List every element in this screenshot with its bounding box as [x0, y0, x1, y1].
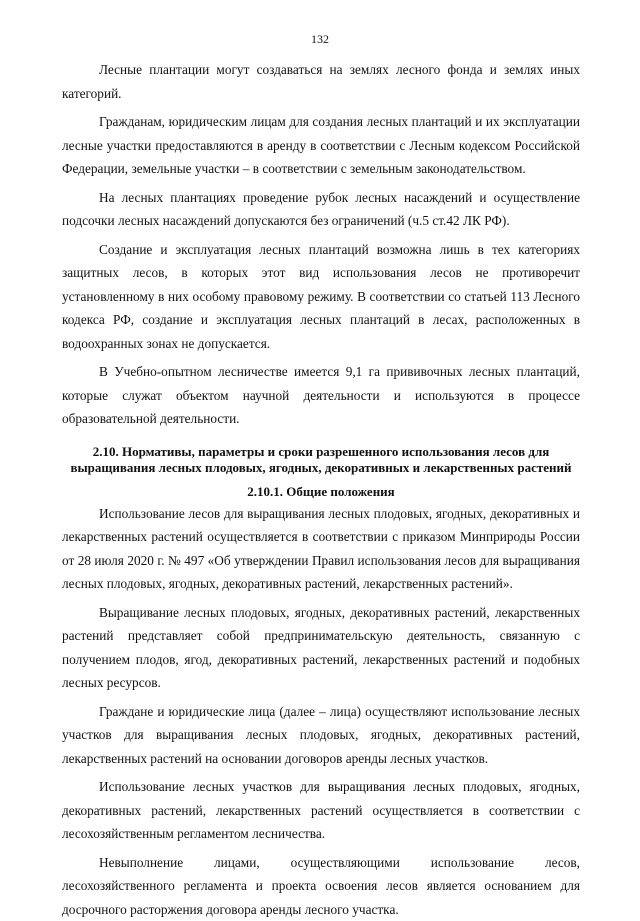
- section-heading: 2.10. Нормативы, параметры и сроки разрешенного использования лесов для выращивания лесных плодовых, ягодных, декоративных и лекарственных растений: [62, 444, 580, 476]
- paragraph-regulation-compliance: Использование лесных участков для выращивания лесных плодовых, ягодных, декоративных растений, лекарственных растений осуществляется в соответствии с лесохозяйственным регламентом лесничества.: [62, 775, 580, 846]
- paragraph-lease-basis: Граждане и юридические лица (далее – лица) осуществляют использование лесных участков для выращивания лесных плодовых, ягодных, декоративных растений, лекарственных растений на основании договоров аренды лесных участков.: [62, 700, 580, 771]
- paragraph-protective-forests: Создание и эксплуатация лесных плантаций возможна лишь в тех категориях защитных лесов, в которых этот вид использования лесов не противоречит установленному в них особому правовому режиму. В соответствии со статьей 113 Лесного кодекса РФ, создание и эксплуатация лесных плантаций в лесах, расположенных в водоохранных зонах не допускается.: [62, 238, 580, 356]
- paragraph-plantation-felling: На лесных плантациях проведение рубок лесных насаждений и осуществление подсочки лесных насаждений допускаются без ограничений (ч.5 ст.42 ЛК РФ).: [62, 186, 580, 233]
- page-number: 132: [0, 32, 640, 46]
- paragraph-plantation-lease: Гражданам, юридическим лицам для создания лесных плантаций и их эксплуатации лесные участки предоставляются в аренду в соответствии с Лесным кодексом Российской Федерации, земельные участки – в соответствии с земельным законодательством.: [62, 110, 580, 181]
- paragraph-plantation-lands: Лесные плантации могут создаваться на землях лесного фонда и землях иных категорий.: [62, 58, 580, 105]
- paragraph-forestry-plantations: В Учебно-опытном лесничестве имеется 9,1 га прививочных лесных плантаций, которые служат объектом научной деятельности и используются в процессе образовательной деятельности.: [62, 360, 580, 431]
- document-body: [62, 58, 580, 921]
- paragraph-business-activity: Выращивание лесных плодовых, ягодных, декоративных растений, лекарственных растений представляет собой предпринимательскую деятельность, связанную с получением плодов, ягод, декоративных растений, лекарственных растений и подобных лесных ресурсов.: [62, 601, 580, 695]
- subsection-heading: 2.10.1. Общие положения: [62, 484, 580, 500]
- paragraph-lease-termination: Невыполнение лицами, осуществляющими использование лесов, лесохозяйственного регламента и проекта освоения лесов является основанием для досрочного расторжения договора аренды лесного участка.: [62, 851, 580, 921]
- paragraph-order-reference: Использование лесов для выращивания лесных плодовых, ягодных, декоративных и лекарственных растений осуществляется в соответствии с приказом Минприроды России от 28 июля 2020 г. № 497 «Об утверждении Правил использования лесов для выращивания лесных плодовых, ягодных, декоративных растений, лекарственных растений».: [62, 502, 580, 596]
